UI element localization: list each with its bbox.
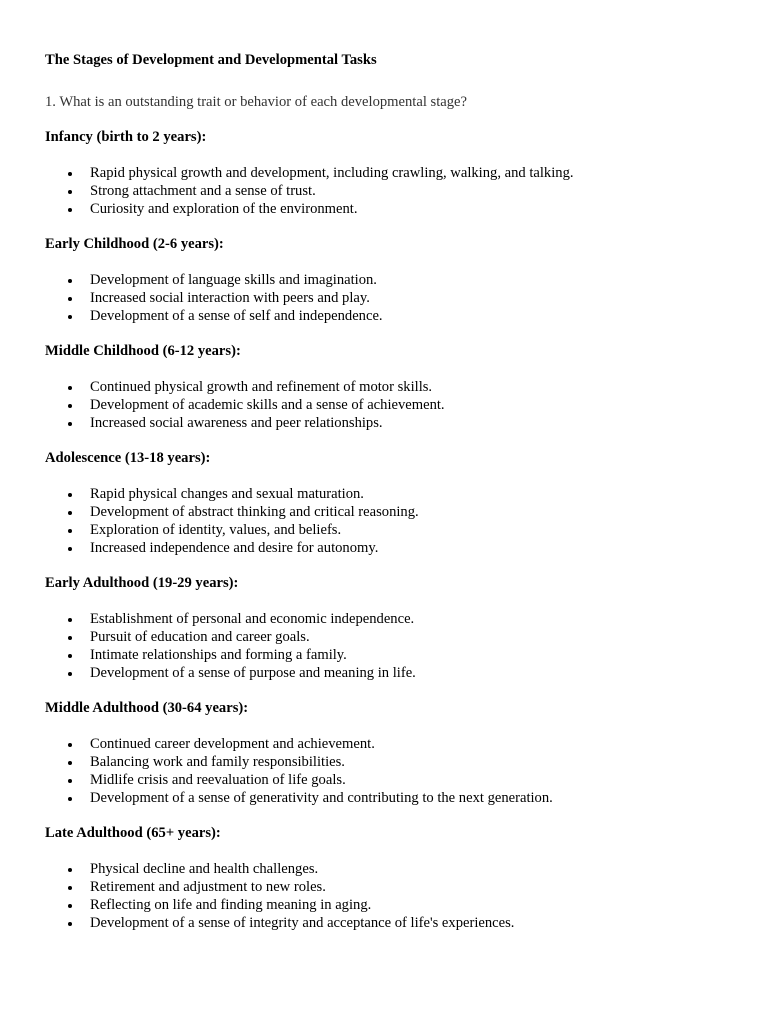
stage-bullet-list [45, 378, 735, 432]
list-item: Increased social interaction with peers and play. [45, 289, 735, 307]
stage-bullet-list [45, 860, 735, 932]
stage-section-middle-childhood [45, 342, 735, 432]
list-item: Development of academic skills and a sense of achievement. [45, 396, 735, 414]
list-item: Continued career development and achievement. [45, 735, 735, 753]
list-item: Development of a sense of generativity and contributing to the next generation. [45, 789, 735, 807]
list-item: Establishment of personal and economic independence. [45, 610, 735, 628]
list-item: Rapid physical growth and development, including crawling, walking, and talking. [45, 164, 735, 182]
list-item: Increased social awareness and peer relationships. [45, 414, 735, 432]
stage-heading: Infancy (birth to 2 years): [45, 129, 207, 145]
stage-bullet-list [45, 735, 735, 807]
stage-heading: Adolescence (13-18 years): [45, 450, 211, 466]
list-item: Pursuit of education and career goals. [45, 628, 735, 646]
list-item: Reflecting on life and finding meaning in aging. [45, 896, 735, 914]
stage-section-early-adulthood [45, 574, 735, 682]
list-item: Intimate relationships and forming a family. [45, 646, 735, 664]
stage-heading: Early Adulthood (19-29 years): [45, 575, 239, 591]
document-title: The Stages of Development and Developmental Tasks [45, 52, 377, 68]
stage-heading: Early Childhood (2-6 years): [45, 236, 224, 252]
list-item: Development of a sense of self and independence. [45, 307, 735, 325]
list-item: Midlife crisis and reevaluation of life goals. [45, 771, 735, 789]
document-body [45, 51, 735, 932]
stage-section-early-childhood [45, 235, 735, 325]
list-item: Curiosity and exploration of the environment. [45, 200, 735, 218]
stage-heading: Middle Adulthood (30-64 years): [45, 700, 249, 716]
list-item: Retirement and adjustment to new roles. [45, 878, 735, 896]
list-item: Continued physical growth and refinement of motor skills. [45, 378, 735, 396]
list-item: Development of language skills and imagination. [45, 271, 735, 289]
list-item: Development of a sense of purpose and meaning in life. [45, 664, 735, 682]
question-text: 1. What is an outstanding trait or behavior of each developmental stage? [45, 94, 468, 110]
stage-bullet-list [45, 164, 735, 218]
list-item: Exploration of identity, values, and beliefs. [45, 521, 735, 539]
list-item: Balancing work and family responsibilities. [45, 753, 735, 771]
list-item: Development of abstract thinking and critical reasoning. [45, 503, 735, 521]
stage-heading: Middle Childhood (6-12 years): [45, 343, 241, 359]
stage-section-infancy [45, 128, 735, 218]
stage-bullet-list [45, 610, 735, 682]
stage-bullet-list [45, 485, 735, 557]
list-item: Development of a sense of integrity and acceptance of life's experiences. [45, 914, 735, 932]
stage-section-adolescence [45, 449, 735, 557]
stage-section-middle-adulthood [45, 699, 735, 807]
list-item: Strong attachment and a sense of trust. [45, 182, 735, 200]
list-item: Physical decline and health challenges. [45, 860, 735, 878]
list-item: Increased independence and desire for autonomy. [45, 539, 735, 557]
list-item: Rapid physical changes and sexual maturation. [45, 485, 735, 503]
stage-section-late-adulthood [45, 824, 735, 932]
stage-bullet-list [45, 271, 735, 325]
stage-heading: Late Adulthood (65+ years): [45, 825, 221, 841]
